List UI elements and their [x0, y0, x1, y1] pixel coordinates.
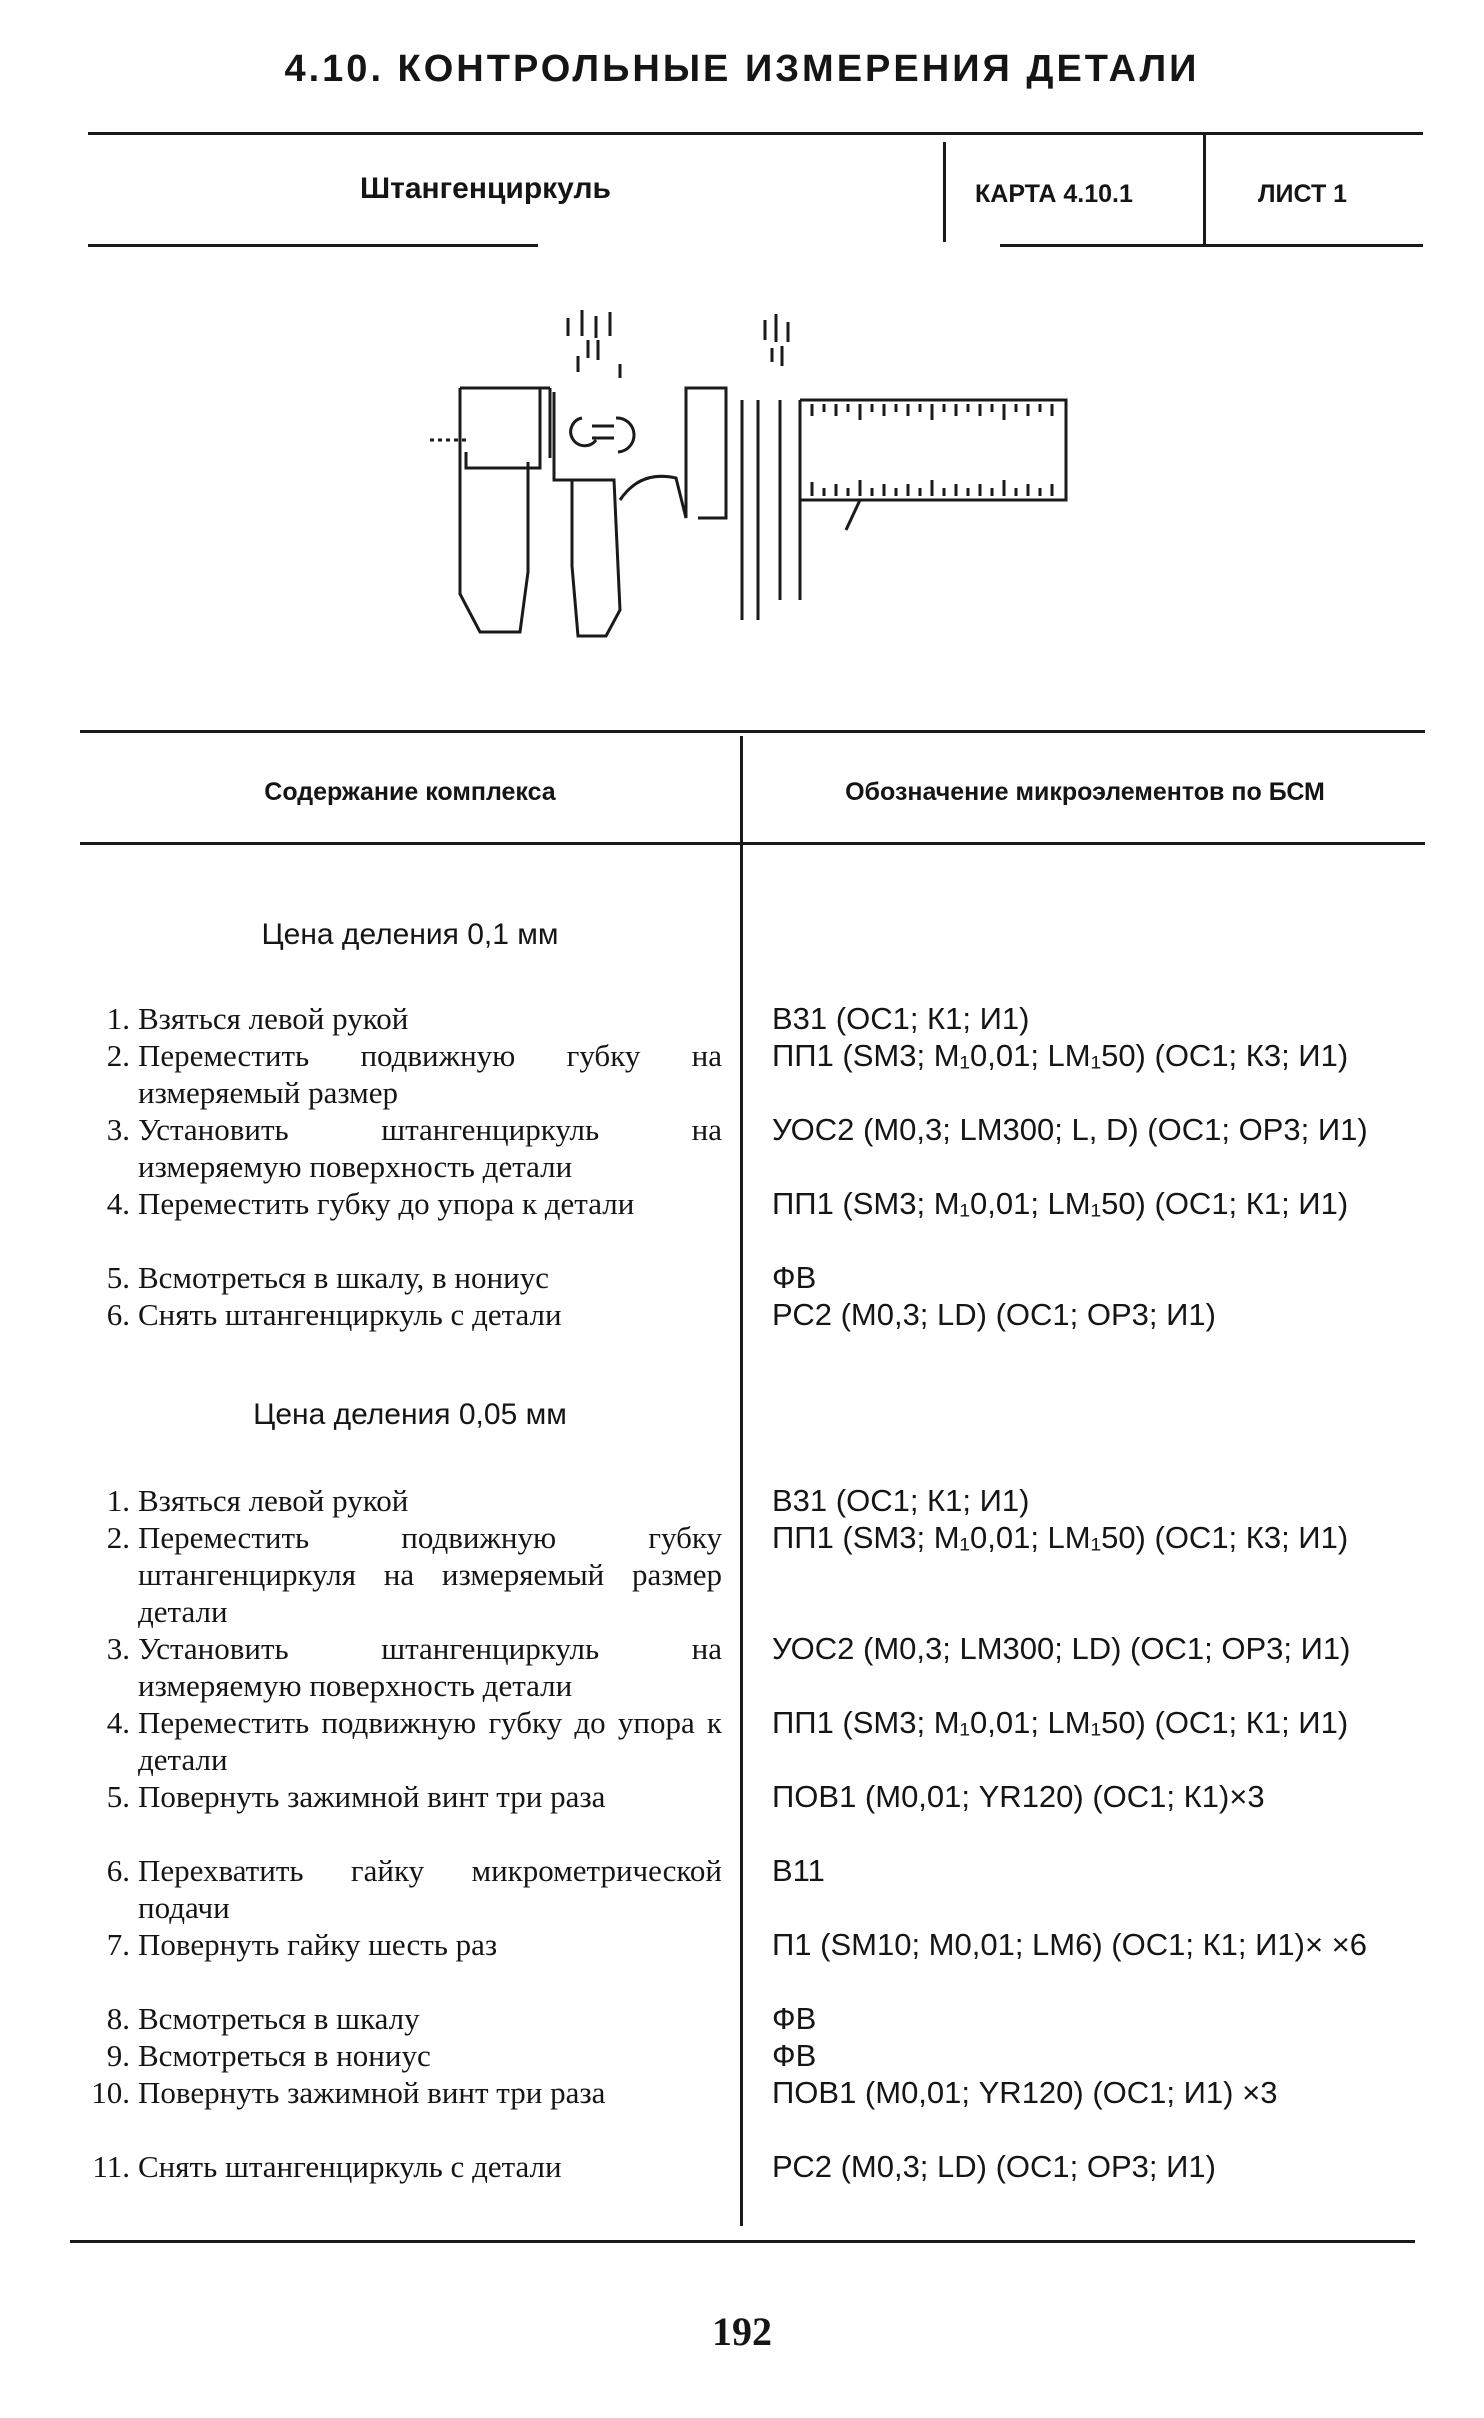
step-code: ПОВ1 (М0,01; YR120) (ОС1; И1) ×3	[772, 2075, 1278, 2110]
step-number: 6.	[106, 1297, 130, 1332]
step-number: 4.	[106, 1705, 130, 1740]
step-row	[72, 1259, 722, 1296]
step-row	[72, 2148, 722, 2185]
step-number: 1.	[106, 1001, 130, 1036]
step-number: 9.	[106, 2038, 130, 2073]
header-bottom-rule-right	[1000, 244, 1423, 247]
step-code: В31 (ОС1; К1; И1)	[772, 1483, 1030, 1518]
step-text: Переместить подвижную губку штангенциркуля на измеряемый размер детали	[138, 1520, 722, 1629]
step-row	[72, 1704, 722, 1778]
step-row	[72, 1000, 722, 1037]
column-divider	[740, 736, 743, 2226]
step-number: 11.	[92, 2149, 130, 2184]
step-code: РС2 (М0,3; LD) (ОС1; ОР3; И1)	[772, 2149, 1216, 2184]
step-text: Всмотреться в шкалу, в нониус	[138, 1260, 549, 1295]
step-row	[72, 1778, 722, 1852]
step-row	[72, 2037, 722, 2074]
step-row	[72, 1852, 722, 1926]
step-code: ПП1 (SМ3; М₁0,01; LМ₁50) (ОС1; К3; И1)	[772, 1520, 1349, 1555]
page-number: 192	[712, 2309, 772, 2354]
step-text: Переместить губку до упора к детали	[138, 1186, 635, 1221]
step-number: 3.	[106, 1112, 130, 1147]
step-code: ПП1 (SМ3; М₁0,01; LМ₁50) (ОС1; К1; И1)	[772, 1705, 1349, 1740]
header-top-rule	[88, 132, 1423, 135]
step-row	[72, 1926, 722, 2000]
header-divider-1	[943, 142, 946, 242]
step-code: ПП1 (SМ3; М₁0,01; LМ₁50) (ОС1; К3; И1)	[772, 1038, 1349, 1073]
step-text: Снять штангенциркуль с детали	[138, 1297, 562, 1332]
step-row	[72, 1185, 722, 1259]
section-heading: Цена деления 0,1 мм	[261, 918, 559, 951]
step-code: УОС2 (М0,3; LМ300; L, D) (ОС1; ОР3; И1)	[772, 1112, 1368, 1147]
step-text: Всмотреться в шкалу	[138, 2001, 420, 2036]
header-bottom-rule-left	[88, 244, 538, 247]
step-code: ФВ	[772, 2038, 817, 2073]
step-text: Взяться левой рукой	[138, 1001, 409, 1036]
table-header-rule	[80, 842, 1425, 845]
table-top-rule	[80, 730, 1425, 733]
step-row	[72, 1519, 722, 1630]
caliper-illustration	[420, 300, 1080, 660]
step-text: Переместить подвижную губку до упора к детали	[138, 1705, 722, 1777]
page-title: 4.10. КОНТРОЛЬНЫЕ ИЗМЕРЕНИЯ ДЕТАЛИ	[284, 48, 1200, 90]
step-code: В31 (ОС1; К1; И1)	[772, 1001, 1030, 1036]
header-divider-2	[1203, 132, 1206, 244]
step-number: 3.	[106, 1631, 130, 1666]
step-code: ПОВ1 (М0,01; YR120) (ОС1; К1)×3	[772, 1779, 1265, 1814]
step-text: Снять штангенциркуль с детали	[138, 2149, 562, 2184]
step-row	[72, 1482, 722, 1519]
step-row	[72, 2000, 722, 2037]
step-number: 4.	[106, 1186, 130, 1221]
step-text: Переместить подвижную губку на измеряемый размер	[138, 1038, 722, 1110]
step-number: 1.	[106, 1483, 130, 1518]
step-text: Перехватить гайку микрометрической подачи	[138, 1853, 722, 1925]
section-heading: Цена деления 0,05 мм	[253, 1398, 567, 1431]
step-number: 6.	[106, 1853, 130, 1888]
step-text: Установить штангенциркуль на измеряемую поверхность детали	[138, 1631, 722, 1703]
step-number: 2.	[106, 1038, 130, 1073]
step-code: РС2 (М0,3; LD) (ОС1; ОР3; И1)	[772, 1297, 1216, 1332]
step-code: УОС2 (М0,3; LМ300; LD) (ОС1; ОР3; И1)	[772, 1631, 1351, 1666]
tool-name: Штангенциркуль	[360, 172, 611, 205]
step-row	[72, 2074, 722, 2148]
step-text: Установить штангенциркуль на измеряемую поверхность детали	[138, 1112, 722, 1184]
column-header-content: Содержание комплекса	[264, 778, 556, 806]
step-code: П1 (SМ10; М0,01; LМ6) (ОС1; К1; И1)× ×6	[772, 1927, 1368, 1962]
step-number: 8.	[106, 2001, 130, 2036]
step-code: ФВ	[772, 1260, 817, 1295]
card-number: КАРТА 4.10.1	[975, 180, 1133, 208]
step-text: Всмотреться в нониус	[138, 2038, 431, 2073]
step-row	[72, 1296, 722, 1333]
step-code: ПП1 (SМ3; М₁0,01; LМ₁50) (ОС1; К1; И1)	[772, 1186, 1349, 1221]
step-text: Повернуть зажимной винт три раза	[138, 1779, 606, 1814]
step-row	[72, 1111, 722, 1185]
step-number: 7.	[106, 1927, 130, 1962]
step-row	[72, 1037, 722, 1111]
column-header-codes: Обозначение микроэлементов по БСМ	[845, 778, 1325, 806]
step-number: 10.	[91, 2075, 130, 2110]
step-row	[72, 1630, 722, 1704]
step-number: 2.	[106, 1520, 130, 1555]
step-code: В11	[772, 1853, 825, 1888]
step-text: Взяться левой рукой	[138, 1483, 409, 1518]
sheet-number: ЛИСТ 1	[1258, 180, 1348, 208]
step-number: 5.	[106, 1779, 130, 1814]
step-code: ФВ	[772, 2001, 817, 2036]
step-number: 5.	[106, 1260, 130, 1295]
table-bottom-rule	[70, 2240, 1415, 2243]
step-text: Повернуть гайку шесть раз	[138, 1927, 498, 1962]
step-text: Повернуть зажимной винт три раза	[138, 2075, 606, 2110]
